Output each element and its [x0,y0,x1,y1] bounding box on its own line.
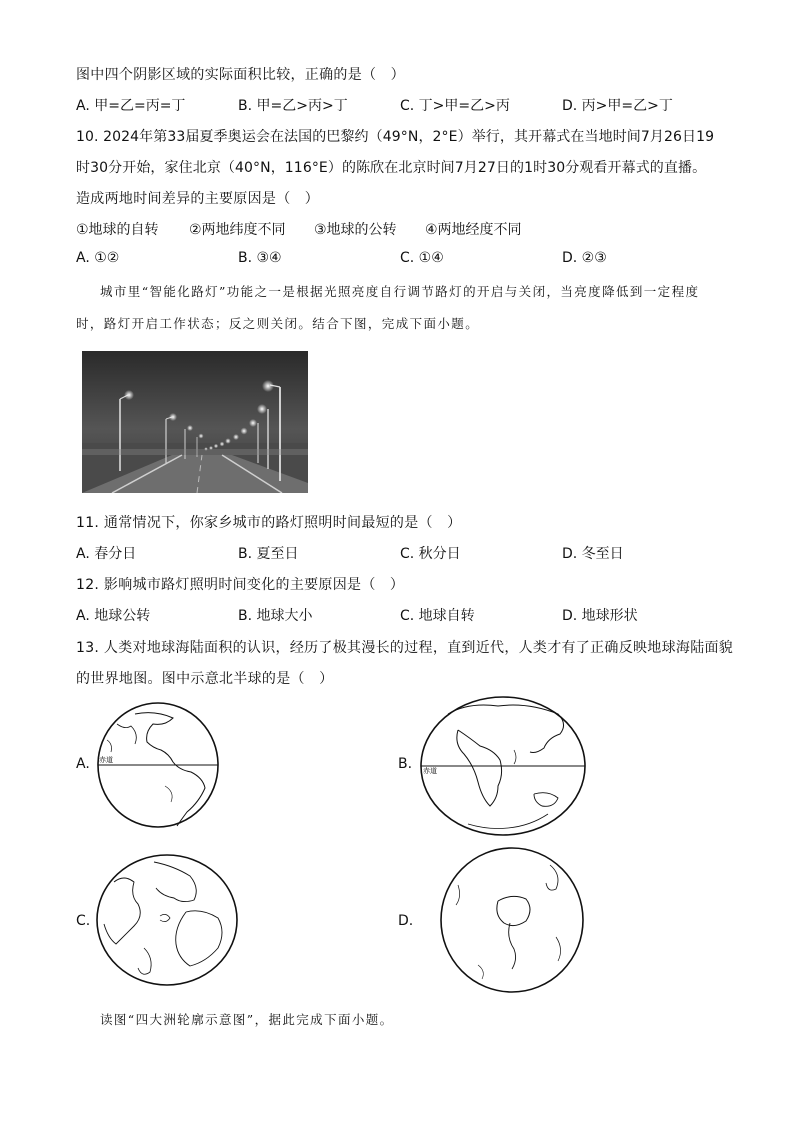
q11-option-b: B. 夏至日 [238,546,299,562]
q10-choice-4: ④两地经度不同 [425,222,522,238]
q10-option-d: D. ②③ [562,250,607,266]
q9-option-d: D. 丙>甲=乙>丁 [562,98,673,114]
q10-choice-2: ②两地纬度不同 [189,222,286,238]
q9-option-c: C. 丁>甲=乙>丙 [400,98,510,114]
globe-c-northern-hemisphere [94,852,240,988]
q13-line-1: 13. 人类对地球海陆面积的认识，经历了极其漫长的过程，直到近代，人类才有了正确反映地球海陆面貌 [76,640,734,656]
q12-option-b: B. 地球大小 [238,608,313,624]
continents-passage: 读图“四大洲轮廓示意图”，据此完成下面小题。 [100,1012,394,1027]
q11-stem: 11. 通常情况下，你家乡城市的路灯照明时间最短的是（ ） [76,515,462,531]
q12-option-a: A. 地球公转 [76,608,151,624]
q13-line-2: 的世界地图。图中示意北半球的是（ ） [76,671,334,687]
q11-option-a: A. 春分日 [76,546,137,562]
globe-b-label: B. [398,756,413,772]
q12-stem: 12. 影响城市路灯照明时间变化的主要原因是（ ） [76,577,405,593]
streetlight-photo [82,351,308,493]
q10-choice-1: ①地球的自转 [76,222,159,238]
globe-a-label: A. [76,756,90,772]
q11-option-d: D. 冬至日 [562,546,624,562]
q10-option-c: C. ①④ [400,250,444,266]
globe-a-western-hemisphere [95,700,221,830]
q11-option-c: C. 秋分日 [400,546,461,562]
globe-b-equator-label: 赤道 [423,767,437,775]
globe-d-southern-hemisphere [438,845,586,995]
globe-d-label: D. [398,913,414,929]
globe-b-eastern-hemisphere [418,694,588,838]
q9-option-a: A. 甲=乙=丙=丁 [76,98,186,114]
q10-line-1: 10. 2024年第33届夏季奥运会在法国的巴黎约（49°N，2°E）举行，其开幕式在当地时间7月26日19 [76,129,715,145]
q12-option-d: D. 地球形状 [562,608,638,624]
q10-line-3: 造成两地时间差异的主要原因是（ ） [76,191,320,207]
q10-option-a: A. ①② [76,250,120,266]
globe-c-label: C. [76,913,91,929]
q9-option-b: B. 甲=乙>丙>丁 [238,98,348,114]
q9-stem: 图中四个阴影区域的实际面积比较，正确的是（ ） [76,67,405,83]
q10-line-2: 时30分开始，家住北京（40°N，116°E）的陈欣在北京时间7月27日的1时30分观看开幕式的直播。 [76,160,707,176]
q12-option-c: C. 地球自转 [400,608,475,624]
q10-option-b: B. ③④ [238,250,282,266]
globe-a-equator-label: 赤道 [99,756,113,764]
streetlight-passage: 城市里“智能化路灯”功能之一是根据光照亮度自行调节路灯的开启与关闭，当亮度降低到一定程度时，路灯开启工作状态；反之则关闭。结合下图，完成下面小题。 [76,284,700,331]
q10-choice-3: ③地球的公转 [314,222,397,238]
